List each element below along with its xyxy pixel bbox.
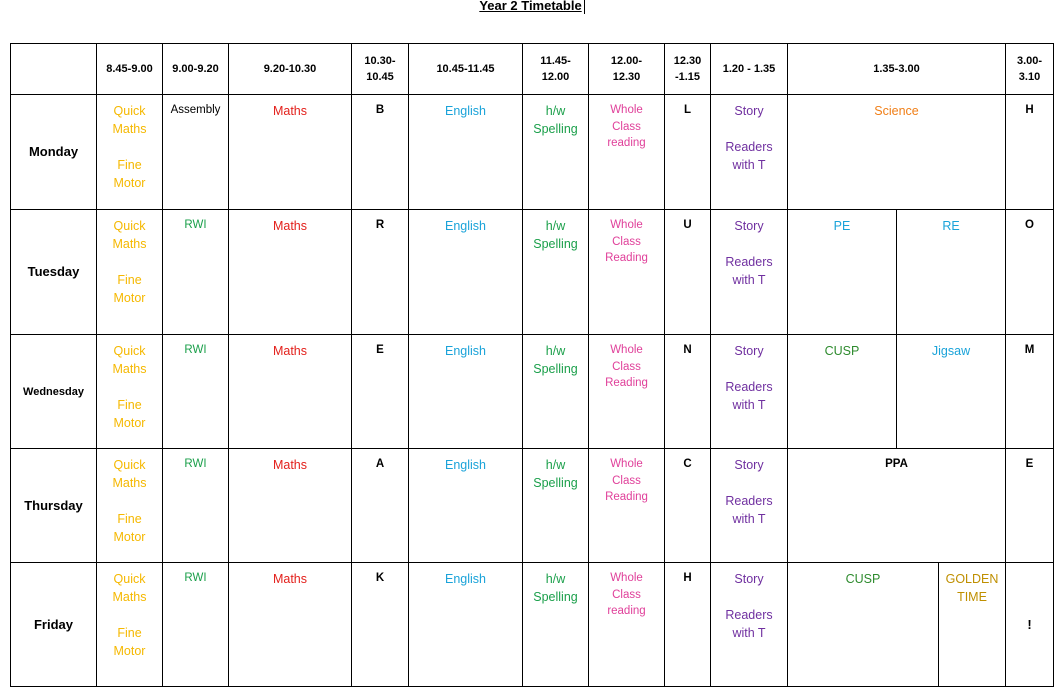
rwi-cell: RWI — [163, 563, 229, 686]
quick-maths-fine-motor-cell: Quick Maths Fine Motor — [97, 95, 163, 210]
whole-class-reading-cell: Whole Class Reading — [589, 335, 665, 449]
hw-spelling-cell: h/w Spelling — [523, 563, 589, 686]
home-letter: H — [1006, 95, 1053, 210]
header-time: 1.20 - 1.35 — [711, 44, 788, 95]
golden-time-cell: GOLDEN TIME — [939, 563, 1006, 686]
day-label-monday: Monday — [11, 95, 97, 210]
home-letter: O — [1006, 210, 1053, 335]
whole-class-reading-cell: Whole Class Reading — [589, 210, 665, 335]
header-time: 10.30- 10.45 — [352, 44, 409, 95]
day-label-tuesday: Tuesday — [11, 210, 97, 335]
header-time: 12.30 -1.15 — [665, 44, 711, 95]
english-cell: English — [409, 335, 523, 449]
corner-cell — [11, 44, 97, 95]
rwi-cell: RWI — [163, 210, 229, 335]
header-time: 9.20-10.30 — [229, 44, 352, 95]
story-readers-cell: Story Readers with T — [711, 95, 788, 210]
header-time: 8.45-9.00 — [97, 44, 163, 95]
lunch-letter: U — [665, 210, 711, 335]
day-label-wednesday: Wednesday — [11, 335, 97, 449]
story-readers-cell: Story Readers with T — [711, 563, 788, 686]
rwi-cell: RWI — [163, 449, 229, 563]
whole-class-reading-cell: Whole Class Reading — [589, 449, 665, 563]
maths-cell: Maths — [229, 210, 352, 335]
cusp-cell: CUSP — [788, 563, 939, 686]
english-cell: English — [409, 210, 523, 335]
english-cell: English — [409, 95, 523, 210]
quick-maths-fine-motor-cell: Quick Maths Fine Motor — [97, 449, 163, 563]
maths-cell: Maths — [229, 95, 352, 210]
pe-cell: PE — [788, 210, 897, 335]
header-time: 11.45- 12.00 — [523, 44, 589, 95]
assembly-cell: Assembly — [163, 95, 229, 210]
timetable-grid — [10, 43, 1054, 687]
break-letter: E — [352, 335, 409, 449]
rwi-cell: RWI — [163, 335, 229, 449]
header-time: 12.00- 12.30 — [589, 44, 665, 95]
lunch-letter: L — [665, 95, 711, 210]
header-time: 1.35-3.00 — [788, 44, 1006, 95]
break-letter: B — [352, 95, 409, 210]
header-time: 3.00- 3.10 — [1006, 44, 1053, 95]
re-cell: RE — [897, 210, 1006, 335]
page-title: Year 2 Timetable — [0, 0, 1064, 14]
jigsaw-cell: Jigsaw — [897, 335, 1006, 449]
story-readers-cell: Story Readers with T — [711, 449, 788, 563]
lunch-letter: N — [665, 335, 711, 449]
english-cell: English — [409, 563, 523, 686]
hw-spelling-cell: h/w Spelling — [523, 449, 589, 563]
cusp-cell: CUSP — [788, 335, 897, 449]
home-letter: M — [1006, 335, 1053, 449]
break-letter: R — [352, 210, 409, 335]
day-label-friday: Friday — [11, 563, 97, 686]
whole-class-reading-cell: Whole Class reading — [589, 563, 665, 686]
science-cell: Science — [788, 95, 1006, 210]
ppa-cell: PPA — [788, 449, 1006, 563]
hw-spelling-cell: h/w Spelling — [523, 335, 589, 449]
english-cell: English — [409, 449, 523, 563]
lunch-letter: C — [665, 449, 711, 563]
header-time: 10.45-11.45 — [409, 44, 523, 95]
hw-spelling-cell: h/w Spelling — [523, 210, 589, 335]
story-readers-cell: Story Readers with T — [711, 210, 788, 335]
home-letter: E — [1006, 449, 1053, 563]
break-letter: K — [352, 563, 409, 686]
day-label-thursday: Thursday — [11, 449, 97, 563]
maths-cell: Maths — [229, 563, 352, 686]
text-cursor — [584, 0, 585, 14]
home-letter: ! — [1027, 616, 1032, 632]
maths-cell: Maths — [229, 335, 352, 449]
header-time: 9.00-9.20 — [163, 44, 229, 95]
quick-maths-fine-motor-cell: Quick Maths Fine Motor — [97, 563, 163, 686]
whole-class-reading-cell: Whole Class reading — [589, 95, 665, 210]
hw-spelling-cell: h/w Spelling — [523, 95, 589, 210]
lunch-letter: H — [665, 563, 711, 686]
quick-maths-fine-motor-cell: Quick Maths Fine Motor — [97, 210, 163, 335]
story-readers-cell: Story Readers with T — [711, 335, 788, 449]
quick-maths-fine-motor-cell: Quick Maths Fine Motor — [97, 335, 163, 449]
maths-cell: Maths — [229, 449, 352, 563]
break-letter: A — [352, 449, 409, 563]
